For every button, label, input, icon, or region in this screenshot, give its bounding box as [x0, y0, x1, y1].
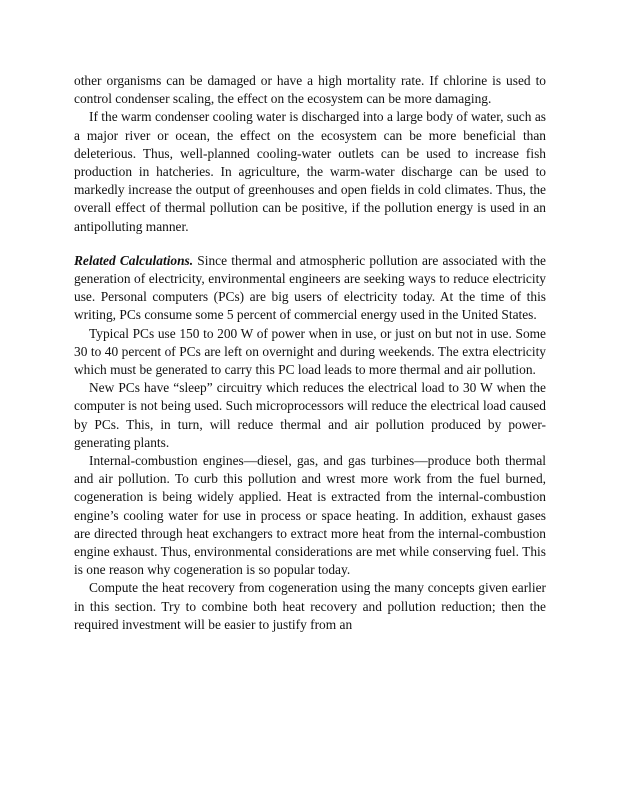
related-calculations-heading: Related Calculations. [74, 252, 194, 268]
paragraph-sleep-circuitry: New PCs have “sleep” circuitry which reduces the electrical load to 30 W when the computer is not being used. Such microprocessors will reduce the electrical load caused by PCs. This, in turn, will reduce thermal and air pollution produced by power-generating plants. [74, 380, 546, 450]
paragraph-typical-pcs: Typical PCs use 150 to 200 W of power when in use, or just on but not in use. Some 30 to 40 percent of PCs are left on overnight and during weekends. The extra electricity which must be generated to carry this PC load leads to more thermal and air pollution. [74, 325, 546, 378]
paragraph-continuation: other organisms can be damaged or have a high mortality rate. If chlorine is used to control condenser scaling, the effect on the ecosystem can be more damaging. [74, 73, 546, 107]
paragraph-warm-water: If the warm condenser cooling water is discharged into a large body of water, such as a major river or ocean, the effect on the ecosystem can be more beneficial than deleterious. Thus, well-planned cooling-water outlets can be used to increase fish production in hatcheries. In agriculture, the warm-water discharge can be used to markedly increase the output of greenhouses and open fields in cold climates. Thus, the overall effect of thermal pollution can be positive, if the pollution energy is used in an antipolluting manner. [74, 109, 546, 234]
document-page [74, 72, 546, 634]
related-calculations-intro: Since thermal and atmospheric pollution are associated with the generation of electricity, environmental engineers are seeking ways to reduce electricity use. Personal computers (PCs) are big users of electricity today. At the time of this writing, PCs consume some 5 percent of commercial energy used in the United States. [74, 252, 546, 323]
paragraph-internal-combustion: Internal-combustion engines—diesel, gas, and gas turbines—produce both thermal and air pollution. To curb this pollution and wrest more work from the fuel burned, cogeneration is being widely applied. Heat is extracted from the internal-combustion engine’s cooling water for use in process or space heating. In addition, exhaust gases are directed through heat exchangers to extract more heat from the internal-combustion engine exhaust. Thus, environmental considerations are met while conserving fuel. This is one reason why cogeneration is so popular today. [74, 453, 546, 578]
paragraph-compute-heat-recovery: Compute the heat recovery from cogeneration using the many concepts given earlier in this section. Try to combine both heat recovery and pollution reduction; then the required investment will be easier to justify from an [74, 580, 546, 632]
related-calculations-paragraph [74, 252, 546, 325]
